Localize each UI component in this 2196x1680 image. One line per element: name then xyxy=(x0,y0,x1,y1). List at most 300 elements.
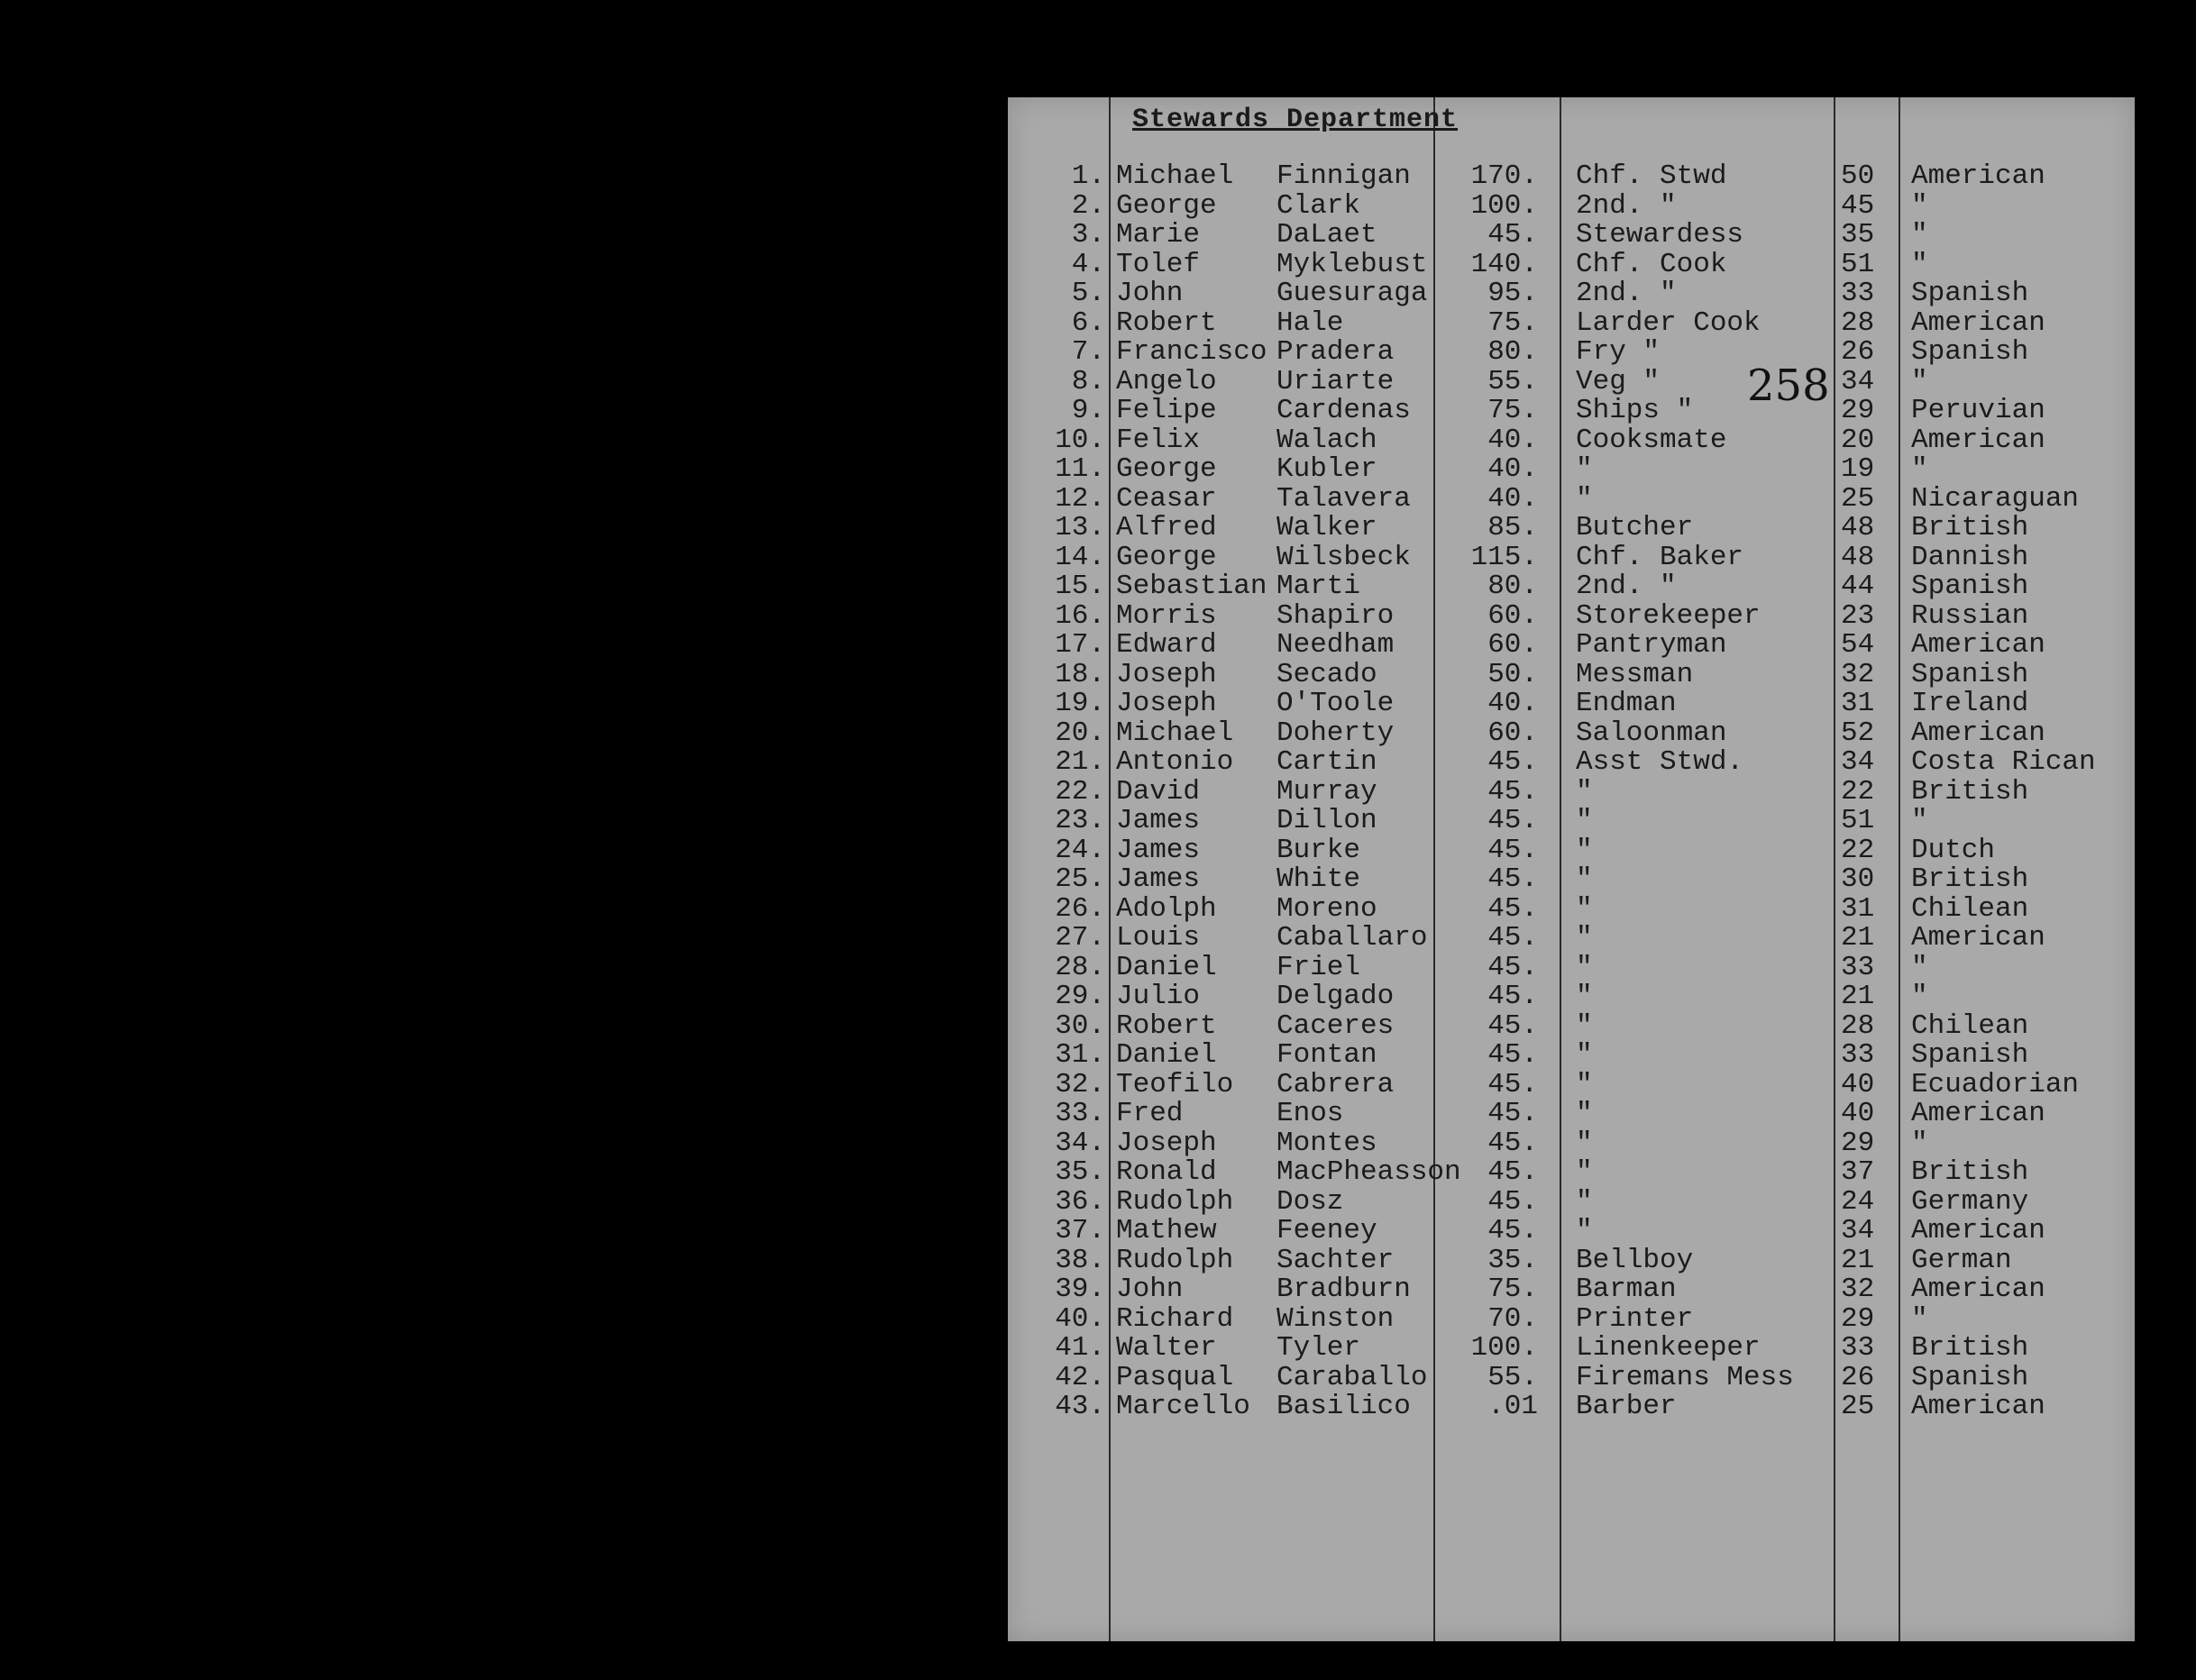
crew-row xyxy=(1008,982,2135,1012)
age: 26 xyxy=(1841,336,1875,368)
crew-row xyxy=(1008,514,2135,543)
nationality: British xyxy=(1911,1332,2029,1364)
crew-row xyxy=(1008,162,2135,192)
rating: Printer xyxy=(1576,1302,1694,1335)
row-number: 27. xyxy=(1055,922,1105,954)
last-name: Caraballo xyxy=(1276,1361,1428,1393)
last-name: Cartin xyxy=(1276,746,1377,778)
wage: 95. xyxy=(1487,278,1538,309)
first-name: David xyxy=(1116,775,1201,808)
rating: Barman xyxy=(1576,1274,1677,1305)
age: 22 xyxy=(1841,834,1875,866)
nationality: Spanish xyxy=(1911,1361,2029,1393)
row-number: 40. xyxy=(1055,1302,1105,1335)
last-name: Needham xyxy=(1276,629,1395,661)
age: 50 xyxy=(1841,160,1875,192)
rating: Chf. Baker xyxy=(1576,541,1744,573)
first-name: Pasqual xyxy=(1116,1361,1234,1393)
wage: 50. xyxy=(1487,658,1538,690)
rating: Ships " xyxy=(1576,395,1694,426)
crew-row xyxy=(1008,1068,2135,1100)
rating: " xyxy=(1576,1009,1593,1042)
wage: 45. xyxy=(1487,805,1538,836)
crew-row xyxy=(1008,748,2135,778)
first-name: Alfred xyxy=(1116,512,1217,543)
first-name: George xyxy=(1116,541,1217,573)
age: 21 xyxy=(1841,1244,1875,1276)
wage: 45. xyxy=(1487,1156,1538,1188)
nationality: Spanish xyxy=(1911,336,2029,368)
crew-row xyxy=(1008,631,2135,661)
row-number: 11. xyxy=(1055,453,1105,485)
first-name: Joseph xyxy=(1116,658,1217,690)
first-name: Louis xyxy=(1116,922,1201,954)
wage: 85. xyxy=(1487,512,1538,543)
crew-row xyxy=(1008,658,2135,690)
first-name: Rudolph xyxy=(1116,1244,1234,1276)
age: 23 xyxy=(1841,599,1875,632)
age: 44 xyxy=(1841,571,1875,602)
row-number: 24. xyxy=(1055,834,1105,866)
nationality: Ireland xyxy=(1911,688,2029,719)
crew-row xyxy=(1008,892,2135,925)
first-name: James xyxy=(1116,834,1201,866)
rating: " xyxy=(1576,775,1593,808)
wage: 45. xyxy=(1487,219,1538,251)
first-name: Richard xyxy=(1116,1302,1234,1335)
nationality: Spanish xyxy=(1911,1039,2029,1071)
first-name: Walter xyxy=(1116,1332,1217,1364)
nationality: Germany xyxy=(1911,1185,2029,1218)
first-name: Felix xyxy=(1116,424,1201,456)
last-name: Finnigan xyxy=(1276,160,1411,192)
row-number: 12. xyxy=(1055,482,1105,515)
age: 22 xyxy=(1841,775,1875,808)
wage: 75. xyxy=(1487,1274,1538,1305)
crew-row xyxy=(1008,924,2135,954)
wage: 45. xyxy=(1487,922,1538,954)
rating: " xyxy=(1576,1215,1593,1246)
rating: Stewardess xyxy=(1576,219,1744,251)
last-name: White xyxy=(1276,863,1361,895)
last-name: Dillon xyxy=(1276,805,1377,836)
age: 29 xyxy=(1841,395,1875,426)
row-number: 15. xyxy=(1055,571,1105,602)
first-name: Robert xyxy=(1116,306,1217,339)
first-name: Julio xyxy=(1116,981,1201,1012)
crew-row xyxy=(1008,836,2135,866)
last-name: Enos xyxy=(1276,1098,1344,1129)
wage: 45. xyxy=(1487,834,1538,866)
first-name: Sebastian xyxy=(1116,571,1267,602)
crew-row xyxy=(1008,1129,2135,1159)
first-name: Mathew xyxy=(1116,1215,1217,1246)
nationality: " xyxy=(1911,1127,1928,1159)
age: 34 xyxy=(1841,746,1875,778)
wage: 60. xyxy=(1487,599,1538,632)
last-name: Caceres xyxy=(1276,1009,1395,1042)
age: 51 xyxy=(1841,248,1875,280)
row-number: 22. xyxy=(1055,775,1105,808)
row-number: 25. xyxy=(1055,863,1105,895)
nationality: American xyxy=(1911,629,2045,661)
department-title: Stewards Department xyxy=(1132,105,1459,135)
nationality: Nicaraguan xyxy=(1911,482,2080,515)
last-name: Walker xyxy=(1276,512,1377,543)
age: 48 xyxy=(1841,541,1875,573)
age: 35 xyxy=(1841,219,1875,251)
wage: 45. xyxy=(1487,746,1538,778)
rating: Fry " xyxy=(1576,336,1661,368)
last-name: Cardenas xyxy=(1276,395,1411,426)
crew-row xyxy=(1008,1158,2135,1188)
rating: Asst Stwd. xyxy=(1576,746,1744,778)
nationality: " xyxy=(1911,189,1928,222)
age: 24 xyxy=(1841,1185,1875,1218)
last-name: Hale xyxy=(1276,306,1344,339)
wage: 80. xyxy=(1487,571,1538,602)
nationality: Costa Rican xyxy=(1911,746,2096,778)
age: 51 xyxy=(1841,805,1875,836)
age: 52 xyxy=(1841,717,1875,749)
first-name: George xyxy=(1116,453,1217,485)
last-name: Marti xyxy=(1276,571,1361,602)
rating: Saloonman xyxy=(1576,717,1727,749)
nationality: British xyxy=(1911,512,2029,543)
crew-row xyxy=(1008,865,2135,895)
nationality: " xyxy=(1911,805,1928,836)
crew-row xyxy=(1008,1334,2135,1364)
page-number-stamp: 258 xyxy=(1747,361,1830,411)
last-name: Delgado xyxy=(1276,981,1395,1012)
row-number: 43. xyxy=(1055,1391,1105,1422)
wage: 45. xyxy=(1487,1068,1538,1100)
first-name: Fred xyxy=(1116,1098,1184,1129)
wage: 45. xyxy=(1487,951,1538,983)
rating: Butcher xyxy=(1576,512,1694,543)
wage: 45. xyxy=(1487,981,1538,1012)
age: 40 xyxy=(1841,1098,1875,1129)
nationality: American xyxy=(1911,717,2045,749)
last-name: Kubler xyxy=(1276,453,1377,485)
rating: " xyxy=(1576,834,1593,866)
rating: Firemans Mess xyxy=(1576,1361,1794,1393)
wage: 170. xyxy=(1470,160,1538,192)
row-number: 34. xyxy=(1055,1127,1105,1159)
crew-row xyxy=(1008,1275,2135,1305)
row-number: 21. xyxy=(1055,746,1105,778)
row-number: 42. xyxy=(1055,1361,1105,1393)
nationality: " xyxy=(1911,1302,1928,1335)
crew-row xyxy=(1008,689,2135,719)
crew-row xyxy=(1008,1302,2135,1335)
crew-row xyxy=(1008,1361,2135,1393)
row-number: 10. xyxy=(1055,424,1105,456)
rating: " xyxy=(1576,1039,1593,1071)
age: 21 xyxy=(1841,922,1875,954)
last-name: O'Toole xyxy=(1276,688,1395,719)
age: 20 xyxy=(1841,424,1875,456)
nationality: " xyxy=(1911,951,1928,983)
row-number: 38. xyxy=(1055,1244,1105,1276)
first-name: Daniel xyxy=(1116,1039,1217,1071)
age: 25 xyxy=(1841,1391,1875,1422)
age: 34 xyxy=(1841,365,1875,397)
rating: Cooksmate xyxy=(1576,424,1727,456)
row-number: 23. xyxy=(1055,805,1105,836)
crew-row xyxy=(1008,951,2135,983)
last-name: Feeney xyxy=(1276,1215,1377,1246)
row-number: 5. xyxy=(1071,278,1105,309)
age: 19 xyxy=(1841,453,1875,485)
row-number: 17. xyxy=(1055,629,1105,661)
crew-row xyxy=(1008,338,2135,368)
row-number: 9. xyxy=(1071,395,1105,426)
crew-row xyxy=(1008,1041,2135,1071)
first-name: Felipe xyxy=(1116,395,1217,426)
first-name: Edward xyxy=(1116,629,1217,661)
wage: 55. xyxy=(1487,1361,1538,1393)
nationality: " xyxy=(1911,248,1928,280)
rating: " xyxy=(1576,922,1593,954)
wage: 60. xyxy=(1487,717,1538,749)
wage: 100. xyxy=(1470,189,1538,222)
nationality: British xyxy=(1911,863,2029,895)
nationality: German xyxy=(1911,1244,2012,1276)
last-name: Fontan xyxy=(1276,1039,1377,1071)
crew-list xyxy=(1008,162,2135,1422)
nationality: British xyxy=(1911,775,2029,808)
age: 30 xyxy=(1841,863,1875,895)
last-name: Moreno xyxy=(1276,892,1377,925)
last-name: Caballaro xyxy=(1276,922,1428,954)
age: 32 xyxy=(1841,1274,1875,1305)
rating: Chf. Stwd xyxy=(1576,160,1727,192)
last-name: Uriarte xyxy=(1276,365,1395,397)
age: 37 xyxy=(1841,1156,1875,1188)
wage: 80. xyxy=(1487,336,1538,368)
rating: " xyxy=(1576,805,1593,836)
first-name: Tolef xyxy=(1116,248,1201,280)
rating: Barber xyxy=(1576,1391,1677,1422)
first-name: Francisco xyxy=(1116,336,1267,368)
wage: 45. xyxy=(1487,1039,1538,1071)
wage: 70. xyxy=(1487,1302,1538,1335)
crew-row xyxy=(1008,248,2135,280)
age: 33 xyxy=(1841,951,1875,983)
wage: 40. xyxy=(1487,482,1538,515)
crew-row xyxy=(1008,1246,2135,1276)
last-name: Sachter xyxy=(1276,1244,1395,1276)
wage: 140. xyxy=(1470,248,1538,280)
last-name: Wilsbeck xyxy=(1276,541,1411,573)
nationality: Chilean xyxy=(1911,892,2029,925)
last-name: Montes xyxy=(1276,1127,1377,1159)
crew-row xyxy=(1008,1392,2135,1422)
age: 25 xyxy=(1841,482,1875,515)
age: 31 xyxy=(1841,688,1875,719)
row-number: 20. xyxy=(1055,717,1105,749)
rating: 2nd. " xyxy=(1576,571,1677,602)
row-number: 39. xyxy=(1055,1274,1105,1305)
rating: " xyxy=(1576,482,1593,515)
nationality: American xyxy=(1911,424,2045,456)
wage: .01 xyxy=(1487,1391,1538,1422)
crew-row xyxy=(1008,572,2135,602)
row-number: 31. xyxy=(1055,1039,1105,1071)
first-name: Angelo xyxy=(1116,365,1217,397)
rating: " xyxy=(1576,981,1593,1012)
age: 29 xyxy=(1841,1302,1875,1335)
crew-row xyxy=(1008,426,2135,456)
nationality: Dutch xyxy=(1911,834,1996,866)
first-name: Marie xyxy=(1116,219,1201,251)
rating: Larder Cook xyxy=(1576,306,1761,339)
rating: " xyxy=(1576,892,1593,925)
row-number: 19. xyxy=(1055,688,1105,719)
wage: 100. xyxy=(1470,1332,1538,1364)
last-name: Burke xyxy=(1276,834,1361,866)
wage: 35. xyxy=(1487,1244,1538,1276)
first-name: James xyxy=(1116,863,1201,895)
nationality: " xyxy=(1911,219,1928,251)
wage: 40. xyxy=(1487,453,1538,485)
last-name: Shapiro xyxy=(1276,599,1395,632)
last-name: Bradburn xyxy=(1276,1274,1411,1305)
wage: 55. xyxy=(1487,365,1538,397)
last-name: MacPheasson xyxy=(1276,1156,1461,1188)
first-name: Michael xyxy=(1116,717,1234,749)
last-name: Clark xyxy=(1276,189,1361,222)
nationality: American xyxy=(1911,1391,2045,1422)
rating: Bellboy xyxy=(1576,1244,1694,1276)
first-name: Adolph xyxy=(1116,892,1217,925)
nationality: American xyxy=(1911,922,2045,954)
rating: " xyxy=(1576,1127,1593,1159)
age: 33 xyxy=(1841,278,1875,309)
crew-row xyxy=(1008,775,2135,808)
wage: 45. xyxy=(1487,863,1538,895)
first-name: George xyxy=(1116,189,1217,222)
row-number: 3. xyxy=(1071,219,1105,251)
rating: 2nd. " xyxy=(1576,189,1677,222)
wage: 45. xyxy=(1487,1185,1538,1218)
rating: " xyxy=(1576,1068,1593,1100)
age: 54 xyxy=(1841,629,1875,661)
row-number: 29. xyxy=(1055,981,1105,1012)
rating: Veg " xyxy=(1576,365,1661,397)
crew-row xyxy=(1008,189,2135,222)
row-number: 16. xyxy=(1055,599,1105,632)
wage: 45. xyxy=(1487,1127,1538,1159)
row-number: 41. xyxy=(1055,1332,1105,1364)
crew-row xyxy=(1008,279,2135,309)
row-number: 18. xyxy=(1055,658,1105,690)
row-number: 6. xyxy=(1071,306,1105,339)
wage: 45. xyxy=(1487,775,1538,808)
age: 28 xyxy=(1841,1009,1875,1042)
last-name: Basilico xyxy=(1276,1391,1411,1422)
wage: 45. xyxy=(1487,1215,1538,1246)
last-name: Guesuraga xyxy=(1276,278,1428,309)
nationality: American xyxy=(1911,1274,2045,1305)
first-name: Rudolph xyxy=(1116,1185,1234,1218)
row-number: 8. xyxy=(1071,365,1105,397)
age: 21 xyxy=(1841,981,1875,1012)
rating: Linenkeeper xyxy=(1576,1332,1761,1364)
crew-row xyxy=(1008,807,2135,836)
first-name: Antonio xyxy=(1116,746,1234,778)
first-name: Robert xyxy=(1116,1009,1217,1042)
rating: " xyxy=(1576,863,1593,895)
nationality: American xyxy=(1911,1215,2045,1246)
age: 40 xyxy=(1841,1068,1875,1100)
nationality: " xyxy=(1911,453,1928,485)
last-name: Friel xyxy=(1276,951,1361,983)
crew-row xyxy=(1008,306,2135,339)
age: 33 xyxy=(1841,1039,1875,1071)
nationality: Russian xyxy=(1911,599,2029,632)
age: 28 xyxy=(1841,306,1875,339)
crew-row xyxy=(1008,599,2135,632)
age: 48 xyxy=(1841,512,1875,543)
row-number: 7. xyxy=(1071,336,1105,368)
crew-row xyxy=(1008,455,2135,485)
crew-row xyxy=(1008,1185,2135,1218)
first-name: Ronald xyxy=(1116,1156,1217,1188)
row-number: 14. xyxy=(1055,541,1105,573)
rating: 2nd. " xyxy=(1576,278,1677,309)
first-name: Joseph xyxy=(1116,688,1217,719)
nationality: Spanish xyxy=(1911,278,2029,309)
rating: " xyxy=(1576,1098,1593,1129)
wage: 45. xyxy=(1487,1098,1538,1129)
row-number: 37. xyxy=(1055,1215,1105,1246)
nationality: Chilean xyxy=(1911,1009,2029,1042)
rating: " xyxy=(1576,1185,1593,1218)
wage: 45. xyxy=(1487,892,1538,925)
crew-row xyxy=(1008,482,2135,515)
first-name: John xyxy=(1116,1274,1184,1305)
crew-row xyxy=(1008,365,2135,397)
row-number: 4. xyxy=(1071,248,1105,280)
wage: 75. xyxy=(1487,395,1538,426)
first-name: Daniel xyxy=(1116,951,1217,983)
row-number: 33. xyxy=(1055,1098,1105,1129)
rating: " xyxy=(1576,951,1593,983)
wage: 45. xyxy=(1487,1009,1538,1042)
row-number: 30. xyxy=(1055,1009,1105,1042)
row-number: 2. xyxy=(1071,189,1105,222)
last-name: Doherty xyxy=(1276,717,1395,749)
nationality: Spanish xyxy=(1911,571,2029,602)
first-name: Marcello xyxy=(1116,1391,1250,1422)
last-name: DaLaet xyxy=(1276,219,1377,251)
nationality: American xyxy=(1911,306,2045,339)
first-name: Ceasar xyxy=(1116,482,1217,515)
nationality: British xyxy=(1911,1156,2029,1188)
wage: 75. xyxy=(1487,306,1538,339)
row-number: 32. xyxy=(1055,1068,1105,1100)
rating: " xyxy=(1576,1156,1593,1188)
crew-row xyxy=(1008,719,2135,749)
row-number: 13. xyxy=(1055,512,1105,543)
rating: " xyxy=(1576,453,1593,485)
crew-row xyxy=(1008,397,2135,426)
age: 31 xyxy=(1841,892,1875,925)
first-name: Michael xyxy=(1116,160,1234,192)
wage: 115. xyxy=(1470,541,1538,573)
